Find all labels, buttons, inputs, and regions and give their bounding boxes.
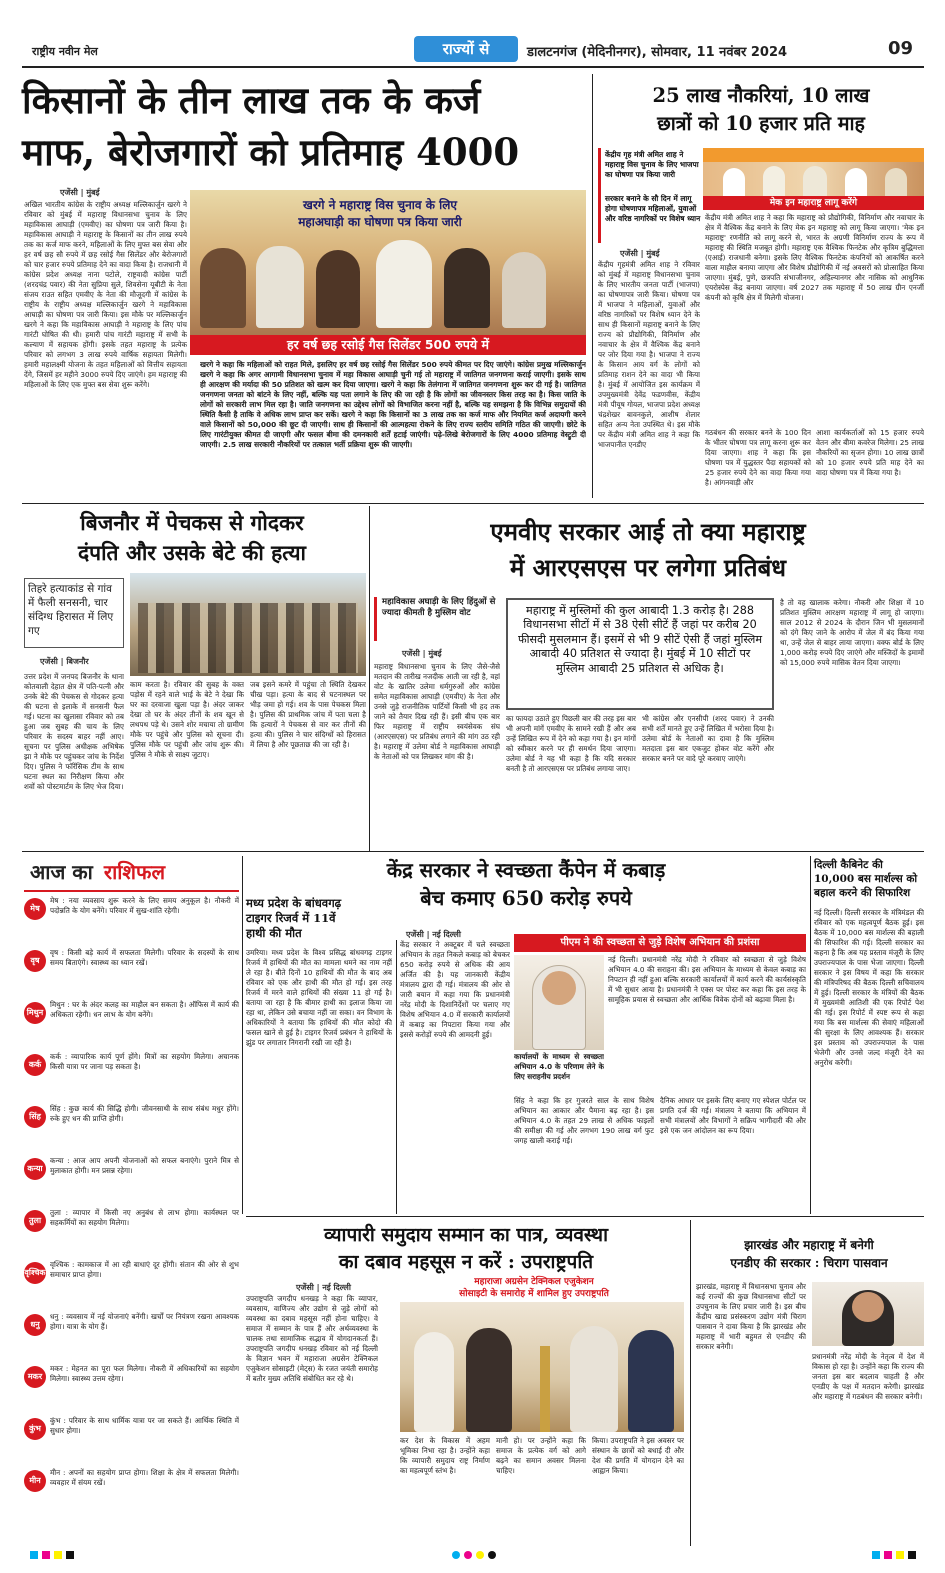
person-figure [502,252,546,328]
column-rule [242,856,243,1214]
zodiac-icon: मकर [24,1366,46,1388]
story6-headline-line2: बेच कमाए 650 करोड़ रुपये [420,886,632,910]
stage-backdrop [703,148,924,162]
masthead [22,36,924,66]
reg-black [908,1551,916,1559]
rashifal-list [24,896,239,1487]
story6-photo-caption: कार्यालयों के माध्यम से स्वच्छता अभियान 4.0 के परिणाम लेने के लिए सराहनीय प्रदर्शन [514,1052,604,1081]
rashifal-title-prefix: आज का [30,860,93,884]
rashifal-row [24,1156,239,1206]
zodiac-icon: कर्क [24,1054,46,1076]
reg-magenta [884,1551,892,1559]
footer-color-bar [22,1548,924,1562]
section-rule [22,503,924,504]
story4-headline-line1: एमवीए सरकार आई तो क्या महाराष्ट्र [490,517,806,546]
rashifal-text: मीन : अपनों का सहयोग प्राप्त होगा। शिक्षा के क्षेत्र में सफलता मिलेगी। व्यवहार में संयम रखें। [50,1468,239,1487]
rashifal-row [24,1260,239,1310]
story2-byline: एजेंसी | मुंबई [620,249,660,258]
story2-headline [598,82,924,138]
story2-highlight-2: सरकार बनाने के सौ दिन में लागू होगा घोषणापत्र महिलाओं, युवाओं और वरिष्ठ नागरिकों पर विशेष ध्यान [605,194,701,223]
story8-headline [246,1222,686,1276]
zodiac-icon: कन्या [24,1158,46,1180]
person-figure [376,240,432,328]
story6-photo [514,955,604,1050]
story3-body-1: उत्तर प्रदेश में जनपद बिजनौर के थाना कोतवाली देहात क्षेत्र में पति-पत्नी और उनके बेटे की पेचकस से गोदकर हत्या की घटना से इलाके में सनसनी फैल गई। घटना का खुलासा रविवार को तब हुआ जब सुबह की चाय के लिए परिवार के सदस्य बाहर नहीं आए। सूचना पर पुलिस अधीक्षक अभिषेक झा ने मौके पर पहुंचकर जांच के निर्देश दिए। पुलिस ने फॉरेंसिक टीम के साथ घटना स्थल का निरीक्षण किया और शवों को पोस्टमार्टम के लिए भेज दिया। [24,672,124,791]
story3-headline-line2: दंपति और उसके बेटे की हत्या [78,540,306,565]
column-rule [396,940,397,1214]
rashifal-row [24,1104,239,1154]
story5-body: उमरिया। मध्य प्रदेश के विश्व प्रसिद्ध बांधवगढ़ टाइगर रिजर्व में हाथियों की मौत का मामला थमने का नाम नहीं ले रहा है। बीते दिनों 10 हाथियों की मौत के बाद अब रविवार को एक और हाथी की मौत हो गई। इस तरह रिजर्व में मरने वाले हाथियों की संख्या 11 हो गई है। बताया जा रहा है कि बीमार हाथी का इलाज किया जा रहा था, लेकिन उसे बचाया नहीं जा सका। वन विभाग के अधिकारियों ने बताया कि हाथियों की मौत कोदो की फसल खाने से हुई है। टाइगर रिजर्व प्रबंधन ने हाथियों के झुंड पर लगातार निगरानी रखी जा रही है। [246,948,392,1047]
story6-body-5: दैनिक आधार पर इसके लिए बनाए गए स्पेशल पोर्टल पर प्रगति दर्ज की गई। मंत्रालय ने बताया कि अभियान में सभी मंत्रालयों और विभागों ने सक्रिय भागीदारी की और इसे एक जन आंदोलन का रूप दिया। [660,1096,806,1135]
story3-body-3: जब इसने कमरे में पहुंचा तो स्थिति देखकर चीख पड़ा। हत्या के बाद से घटनास्थल पर भीड़ जमा हो गई। शव के पास पेचकस मिला है। पुलिस की प्राथमिक जांच में पता चला है कि हत्यारों ने पेचकस से वार कर तीनों की हत्या की। पुलिस ने चार संदिग्धों को हिरासत में लिया है और पूछताछ की जा रही है। [250,680,366,749]
paper-name: राष्ट्रीय नवीन मेल [32,45,98,58]
story6-body-3: नई दिल्ली। प्रधानमंत्री नरेंद्र मोदी ने रविवार को स्वच्छता से जुड़े विशेष अभियान 4.0 की सराहना की। इस अभियान के माध्यम से केवल कबाड़ का निपटान ही नहीं हुआ बल्कि सरकारी कार्यालयों में कार्य करने की कार्यसंस्कृति में भी सुधार आया है। प्रधानमंत्री ने एक्स पर पोस्ट कर कहा कि इस तरह के सामूहिक प्रयास से स्वच्छता और आर्थिक विवेक दोनों को बढ़ावा मिला है। [608,955,806,1004]
story4-byline: एजेंसी | मुंबई [402,649,442,658]
story1-headline-line1: किसानों के तीन लाख तक के कर्ज [22,78,481,122]
story9-headline [694,1236,924,1272]
story6-body-1: केंद्र सरकार ने अक्टूबर में चले स्वच्छता अभियान के तहत निकले कबाड़ को बेचकर 650 करोड़ रुपये से अधिक की आय अर्जित की है। यह जानकारी केंद्रीय मंत्रालय द्वारा दी गई। मंत्रालय की ओर से जारी बयान में कहा गया कि प्रधानमंत्री नरेंद्र मोदी के दिशानिर्देशों पर चलाए गए विशेष अभियान 4.0 में सरकारी कार्यालयों में कबाड़ का निपटारा किया गया और इससे करोड़ों रुपये की आमदनी हुई। [400,940,510,1039]
story8-headline-line2: का दबाव महसूस न करें : उपराष्ट्रपति [338,1251,594,1273]
column-rule [592,74,593,498]
story1-body-bottom: खरगे ने कहा कि महिलाओं को राहत मिले, इसलिए हर वर्ष छह रसोई गैस सिलेंडर 500 रुपये कीमत पर दिए जाएंगे। कांग्रेस प्रमुख मल्लिकार्जुन खरगे ने कहा कि अगर आगामी विधानसभा चुनाव में महा विकास आघाड़ी चुनी गई तो महाराष्ट्र में जातिगत जनगणना कराई जाएगी। इसके साथ ही आरक्षण की मर्यादा की 50 प्रतिशत को खत्म कर दिया जाएगा। खरगे ने कहा कि तेलंगाना में जातिगत जनगणना शुरू कर दी गई है। जातिगत जनगणना जनता को बांटने के लिए नहीं, बल्कि यह पता लगाने के लिए की जा रही है कि लोगों का जीवनस्तर किस तरह का है। किस जाति के लोगों को सरकारी लाभ मिल रहा है। जाति जनगणना का उद्देश्य लोगों को विभाजित करना नहीं है, बल्कि यह समझना है कि विभिन्न समुदायों की स्थिति कैसी है ताकि वे अधिक लाभ प्राप्त कर सकें। खरगे ने कहा कि किसानों का 3 लाख तक का कर्ज माफ और नियमित कर्ज अदायगी करने वाले किसानों को 50,000 की छूट दी जाएगी। साथ ही किसानों की आत्महत्या रोकने के लिए राज्य स्तरीय समिति गठित की जाएगी। छोटे के लिए गारंटीयुक्त कीमत दी जाएगी और फसल बीमा की दमनकारी शर्तें हटाई जाएंगी। पढ़े-लिखे बेरोजगारों के लिए 4000 प्रतिमाह वेस्ट्रुटी दी जाएगी। 2.5 लाख सरकारी नौकरियों पर तत्काल भर्ती प्रक्रिया शुरू की जाएगी। [200,360,586,449]
reg-yellow [54,1551,62,1559]
story3-photo [130,573,366,676]
column-rule [369,506,370,851]
story4-body-2: का फायदा उठाते हुए पिछली बार की तरह इस बार भी अपनी मांगें एमवीए के सामने रखी हैं और अब उन्हें लिखित रूप में देने को कहा गया है। इन मांगों को स्वीकार करने पर ही समर्थन दिया जाएगा। उलेमा बोर्ड ने यह भी कहा है कि यदि सरकार बनती है तो आरएसएस पर प्रतिबंध लगाया जाए। [506,714,636,773]
story6-headline-line1: केंद्र सरकार ने स्वच्छता कैंपेन में कबाड़ [386,858,666,882]
story7-headline-line1: दिल्ली कैबिनेट की [814,859,883,871]
rashifal-text: वृश्चिक : कामकाज में आ रही बाधाएं दूर होंगी। संतान की ओर से शुभ समाचार प्राप्त होगा। [50,1260,239,1279]
zodiac-icon: तुला [24,1210,46,1232]
story4-pullquote: महाराष्ट्र में मुस्लिमों की कुल आबादी 1.3 करोड़ है। 288 विधानसभा सीटों में से 38 ऐसी सीटें हैं जहां पर करीब 20 फीसदी मुसलमान हैं। इसमें से भी 9 सीटें ऐसी हैं जहां मुस्लिम आबादी 40 प्रतिशत से ज्यादा है। मुंबई में 10 सीटों पर मुस्लिम आबादी 25 प्रतिशत से अधिक है। [506,598,774,710]
dateline: डालटनगंज (मेदिनीनगर), सोमवार, 11 नवंबर 2024 [527,45,788,60]
story9-headline-line1: झारखंड और महाराष्ट्र में बनेगी [744,1238,874,1252]
rashifal-row [24,1468,239,1518]
story8-body-3: मानी हो। पर उन्होंने कहा कि समाज के प्रत्येक वर्ग को आगे बढ़ने का समान अवसर मिलना चाहिए। [496,1436,586,1475]
rashifal-row [24,1364,239,1414]
rashifal-text: वृष : किसी बड़े कार्य में सफलता मिलेगी। परिवार के सदस्यों के साथ समय बिताएंगे। स्वास्थ्य का ध्यान रखें। [50,948,239,967]
story3-body-2: काम करता है। रविवार की सुबह के वक्त पड़ोस में रहने वाले भाई के बेटे ने देखा कि घर का दरवाजा खुला पड़ा है। अंदर जाकर देखा तो घर के अंदर तीनों के शव खून से लथपथ पड़े थे। उसने शोर मचाया तो ग्रामीण मौके पर पहुंचे और पुलिस को सूचना दी। पुलिस मौके पर पहुंची और जांच शुरू की। पुलिस ने मौके से साक्ष्य जुटाए। [130,680,244,759]
story8-photo-caption [384,1276,684,1300]
story1-headline-line2: माफ, बेरोजगारों को प्रतिमाह 4000 [22,130,520,174]
rashifal-row [24,896,239,946]
story9-photo [812,1282,924,1346]
rashifal-text: कुंभ : परिवार के साथ धार्मिक यात्रा पर जा सकते हैं। आर्थिक स्थिति में सुधार होगा। [50,1416,239,1435]
story1-photo-caption-1: खरगे ने महाराष्ट्र विस चुनाव के लिए [303,198,457,212]
story2-body-3: केंद्रीय मंत्री अमित शाह ने कहा कि महाराष्ट्र को प्रौद्योगिकी, विनिर्माण और नवाचार के क्षेत्र में वैश्विक केंद्र बनाने के लिए मेक इन महाराष्ट्र को लागू किया जाएगा। 'मेक इन महाराष्ट्र' रणनीति को लागू करने से, भारत के अग्रणी विनिर्माण राज्य के रूप में महाराष्ट्र की स्थिति मजबूत होगी। महाराष्ट्र एक वैश्विक फिनटेक और कृत्रिम बुद्धिमत्ता (एआई) राजधानी बनेगा। इसके लिए वैश्विक फिनटेक कंपनियों को आकर्षित करने वाला माहौल बनाया जाएगा और विशेष प्रौद्योगिकी में नई अवसरों को प्रोत्साहित किया जाएगा। मुंबई, पुणे, छत्रपति संभाजीनगर, अहिल्यानगर और नासिक को आधुनिक एयरोस्पेस केंद्र बनाया जाएगा। वर्ष 2027 तक महाराष्ट्र में 50 लाख ग्रीन एनर्जी कंपनी को कृषि क्षेत्र में मिलेगी योजना। [705,213,924,302]
rashifal-row [24,1000,239,1050]
story2-body-4: आशा कार्यकर्ताओं को 15 हजार रुपये वेतन और बीमा कवरेज मिलेगा। 25 लाख नौकरियों का सृजन होगा। 10 लाख छात्रों को 10 हजार रुपये प्रति माह देने का वादा घोषणा पत्र में किया गया है। [816,428,924,477]
reg-yellow [896,1551,904,1559]
story8-headline-line1: व्यापारी समुदाय सम्मान का पात्र, व्यवस्था [324,1224,608,1246]
story7-headline-line3: बहाल करने की सिफारिश [814,887,911,899]
story2-highlight-1: केंद्रीय गृह मंत्री अमित शाह ने महाराष्ट्र विस चुनाव के लिए भाजपा का घोषणा पत्र किया जारी [605,150,699,179]
person-figure [570,1326,618,1432]
story1-photo-caption-2: महाअघाड़ी का घोषणा पत्र किया जारी [298,215,462,229]
story3-sidebar: तिहरे हत्याकांड से गांव में फैली सनसनी, चार संदिग्ध हिरासत में लिए गए [24,578,124,648]
story6-headline [246,856,806,912]
zodiac-icon: वृष [24,950,46,972]
story9-body-2: प्रधानमंत्री नरेंद्र मोदी के नेतृत्व में देश में विकास हो रहा है। उन्होंने कहा कि राज्य की जनता इस बार बदलाव चाहती है और एनडीए के पक्ष में मतदान करेगी। झारखंड और महाराष्ट्र में गठबंधन की सरकार बनेगी। [812,1352,924,1401]
reg-magenta [42,1551,50,1559]
story1-body-left: अखिल भारतीय कांग्रेस के राष्ट्रीय अध्यक्ष मल्लिकार्जुन खरगे ने रविवार को मुंबई में महाराष्ट्र विधानसभा चुनाव के लिए महाविकास आघाड़ी (एमवीए) का घोषणा पत्र जारी किया है। महाविकास आघाड़ी ने महाराष्ट्र के किसानों का तीन लाख रुपये तक का कर्ज माफ करने, महिलाओं के लिए मुफ्त बस सेवा और हर वर्ष छह सौ रुपये में छह रसोई गैस सिलेंडर और बेरोजगारों को चार हजार रुपये प्रतिमाह देने का वादा किया है। राजधानी में कांग्रेस प्रदेश अध्यक्ष नाना पटोले, राष्ट्रवादी कांग्रेस पार्टी (शरदचंद्र पवार) की नेता सुप्रिया सुले, शिवसेना यूबीटी के नेता संजय राउत सहित एमवीए के नेता की मौजूदगी में कांग्रेस के राष्ट्रीय के राष्ट्रीय अध्यक्ष मल्लिकार्जुन खरगे ने महाविकास आघाड़ी का घोषणा पत्र जारी किया। इस मौके पर मल्लिकार्जुन खरगे ने कहा कि महाविकास आघाड़ी ने महाराष्ट्र के लिए पांच गारंटी घोषित की थी। हमारी पांच गारंटी महाराष्ट्र में सभी के कल्याण में सहायक होंगी। इसके तहत महाराष्ट्र के प्रत्येक परिवार को लगभग 3 लाख रुपये वार्षिक सहायता मिलेगी। हमारी महालक्ष्मी योजना के तहत महिलाओं को वित्तीय सहायता देंगे, जिसमें हर महीने 3000 रुपये दिए जाएंगे। हम महाराष्ट्र की महिलाओं के लिए एक मुफ्त बस सेवा शुरू करेंगे। [24,200,187,389]
story7-headline [814,858,924,900]
zodiac-icon: सिंह [24,1106,46,1128]
story4-highlight: महाविकास अघाड़ी के लिए हिंदुओं से ज्यादा कीमती है मुस्लिम वोट [374,597,496,641]
story4-headline [372,514,924,586]
person-face [852,1292,884,1322]
rashifal-text: कन्या : आज आप अपनी योजनाओं को सफल बनाएंगे। पुराने मित्र से मुलाकात होगी। मन प्रसन्न रहेगा। [50,1156,239,1175]
zodiac-icon: कुंभ [24,1418,46,1440]
story8-photo-caption-2: सोसाइटी के समारोह में शामिल हुए उपराष्ट्रपति [459,1289,609,1299]
story8-byline: एजेंसी | नई दिल्ली [296,1283,351,1292]
reg-black [66,1551,74,1559]
rashifal-text: सिंह : कुछ कार्य की सिद्धि होगी। जीवनसाथी के साथ संबंध मधुर होंगे। रुके हुए धन की प्राप्ति होगी। [50,1104,239,1123]
story5-headline-line2: टाइगर रिजर्व में 11वें [246,911,336,925]
story8-body-1: उपराष्ट्रपति जगदीप धनखड़ ने कहा कि व्यापार, व्यवसाय, वाणिज्य और उद्योग से जुड़े लोगों को व्यवस्था का दबाव महसूस नहीं होना चाहिए। वे समाज में सम्मान के पात्र हैं और अर्थव्यवस्था के चालक तथा सामाजिक सद्भाव में योगदानकर्ता हैं। उपराष्ट्रपति जगदीप धनखड़ रविवार को नई दिल्ली के विज्ञान भवन में महाराजा अग्रसेन टेक्निकल एजुकेशन सोसाइटी (मेट्स) के रजत जयंती समारोह में बतौर मुख्य अतिथि संबोधित कर रहे थे। [246,1294,378,1383]
zodiac-icon: मेष [24,898,46,920]
page-number: 09 [888,38,914,59]
story2-headline-line2: छात्रों को 10 हजार प्रति माह [657,112,865,135]
story2-body-2: गठबंधन की सरकार बनने के 100 दिन के भीतर घोषणा पत्र लागू करना शुरू कर दिया जाएगा। शाह ने कहा कि इस घोषणा पत्र में युद्धस्तर पैदा सहायकों को 25 हजार रुपये देने का वादा किया गया है। आंगनवाड़ी और [705,428,811,487]
section-rule [246,1216,924,1217]
rashifal-text: कर्क : व्यापारिक कार्य पूर्ण होंगे। मित्रों का सहयोग मिलेगा। अचानक किसी यात्रा पर जाना पड़ सकता है। [50,1052,239,1071]
rashifal-text: तुला : व्यापार में किसी नए अनुबंध से लाभ होगा। कार्यस्थल पर सहकर्मियों का सहयोग मिलेगा। [50,1208,239,1227]
story9-headline-line2: एनडीए की सरकार : चिराग पासवान [730,1256,888,1270]
rashifal-rule [24,890,239,892]
crowd [138,603,358,673]
lamp-stand [540,1346,550,1432]
story2-highlights [598,148,700,243]
reg-black [488,1551,496,1559]
story2-photo-label: मेक इन महाराष्ट्र लागू करेंगे [703,196,924,210]
story8-body-4: किया। उपराष्ट्रपति ने इस अवसर पर संस्थान के छात्रों को बधाई दी और देश की प्रगति में योगदान देने का आह्वान किया। [592,1436,684,1475]
person-figure [444,248,490,328]
story5-headline-line1: मध्य प्रदेश के बांधवगढ़ [246,896,342,910]
story4-body-4: है तो वह खालाक करेगा। नौकरी और शिक्षा में 10 प्रतिशत मुस्लिम आरक्षण महाराष्ट्र में लागू हो जाएगा। साल 2012 से 2024 के दौरान जिन भी मुसलमानों को दंगे किए जाने के आरोप में जेल में बंद किया गया था, उन्हें जेल से बाहर लाया जाएगा। वक्फ बोर्ड के लिए 1,000 करोड़ रुपये दिए जाएंगे और मस्जिदों के इमामों को 15,000 रुपये मासिक वेतन दिया जाएगा। [780,598,924,667]
masthead-rule [22,66,924,68]
story1-photo-caption-box [220,196,540,230]
story8-photo [400,1302,684,1432]
story8-photo-caption-1: महाराजा अग्रसेन टेक्निकल एजुकेशन [474,1277,594,1287]
zodiac-icon: धनु [24,1314,46,1336]
story2-body-1: केंद्रीय गृहमंत्री अमित शाह ने रविवार को मुंबई में महाराष्ट्र विधानसभा चुनाव के लिए भारतीय जनता पार्टी (भाजपा) का घोषणापत्र जारी किया। घोषणा पत्र में भाजपा ने महिलाओं, युवाओं और वरिष्ठ नागरिकों पर विशेष ध्यान देने के साथ ही किसानों महाराष्ट्र बनाने के लिए राज्य को प्रौद्योगिकी, विनिर्माण और नवाचार के क्षेत्र में वैश्विक केंद्र बनाने पर जोर दिया गया है। भाजपा ने राज्य के किसान आय वर्ग के लोगों को प्रतिमाह राशन देने का वादा भी किया है। मुंबई में आयोजित इस कार्यक्रम में उपमुख्यमंत्री देवेंद्र फडणवीस, केंद्रीय मंत्री पीयूष गोयल, भाजपा प्रदेश अध्यक्ष चंद्रशेखर बावनकुले, आशीष शेलार सहित अन्य नेता उपस्थित थे। इस मौके पर केंद्रीय मंत्री अमित शाह ने कहा कि भाजपानीत एनडीए [598,260,700,449]
pm-face [542,971,576,1005]
rashifal-row [24,1312,239,1362]
story1-headline [22,74,582,178]
zodiac-icon: वृश्चिक [24,1262,46,1284]
story2-headline-line1: 25 लाख नौकरियां, 10 लाख [652,84,870,107]
zodiac-icon: मीन [24,1470,46,1492]
column-rule [690,1220,691,1546]
person-figure [316,250,360,328]
story1-photo [190,190,586,335]
rashifal-text: मकर : मेहनत का पूरा फल मिलेगा। नौकरी में अधिकारियों का सहयोग मिलेगा। स्वास्थ्य उत्तम रहेगा। [50,1364,239,1383]
zodiac-icon: मिथुन [24,1002,46,1024]
reg-yellow [476,1551,484,1559]
reg-cyan [452,1551,460,1559]
story8-body-2: कर देश के विकास में अहम भूमिका निभा रहा है। उन्होंने कहा कि व्यापारी समुदाय राष्ट्र निर्माण का महत्वपूर्ण स्तंभ है। [400,1436,490,1475]
rashifal-text: मिथुन : घर के अंदर कलह का माहौल बन सकता है। ऑफिस में कार्य की अधिकता रहेगी। धन लाभ के योग बनेंगे। [50,1000,239,1019]
story4-body-3: भी कांग्रेस और एनसीपी (शरद पवार) ने उनकी सभी शर्तें मानते हुए उन्हें लिखित में भरोसा दिया है। उलेमा बोर्ड के नेताओं का दावा है कि मुस्लिम मतदाता इस बार एकजुट होकर वोट करेंगे और सरकार बनने पर वादे पूरे करवाए जाएंगे। [642,714,774,763]
story5-headline-line3: हाथी की मौत [246,926,302,940]
story6-body-4: सिंह ने कहा कि हर गुजरते साल के साथ विशेष अभियान का आकार और पैमाना बढ़ रहा है। इस अभियान 4.0 के तहत 29 लाख से अधिक फाइलों की समीक्षा की गई और लगभग 190 लाख वर्ग फुट जगह खाली कराई गई। [514,1096,654,1145]
rashifal-text: मेष : नया व्यवसाय शुरू करने के लिए समय अनुकूल है। नौकरी में पदोन्नति के योग बनेंगे। परिवार में सुख-शांति रहेगी। [50,896,239,915]
rashifal-row [24,948,239,998]
person-figure [256,246,304,328]
section-badge: राज्यों से [414,36,518,62]
rashifal-text: धनु : व्यवसाय में नई योजनाएं बनेंगी। खर्चों पर नियंत्रण रखना आवश्यक होगा। यात्रा के योग हैं। [50,1312,239,1331]
story6-banner: पीएम ने की स्वच्छता से जुड़े विशेष अभियान की प्रशंसा [514,934,806,952]
rashifal-title [30,858,230,886]
rashifal-row [24,1208,239,1258]
person-figure [466,1328,512,1432]
story3-headline-line1: बिजनौर में पेचकस से गोदकर [80,510,304,535]
column-rule [810,856,811,1214]
story3-headline [22,508,362,568]
rashifal-row [24,1052,239,1102]
person-figure [628,1330,674,1432]
story4-headline-line2: में आरएसएस पर लगेगा प्रतिबंध [509,553,787,582]
reg-cyan [872,1551,880,1559]
reg-cyan [30,1551,38,1559]
rashifal-row [24,1416,239,1466]
section-rule [22,851,924,852]
rashifal-title-main: राशिफल [103,860,166,884]
story4-body-1: महाराष्ट्र विधानसभा चुनाव के लिए जैसे-जैसे मतदान की तारीख नजदीक आती जा रही है, वहां वोट के खातिर उलेमा धर्मगुरुओं और कांग्रेस समेत महाविकास आघाड़ी (एमवीए) के नेता और उनसे जुड़े राजनीतिक पार्टियों किसी भी हद तक जाने को तैयार दिख रही हैं। इसी बीच एक बार फिर महाराष्ट्र में राष्ट्रीय स्वयंसेवक संघ (आरएसएस) पर प्रतिबंध लगाने की मांग उठ रही है। महाराष्ट्र में उलेमा बोर्ड ने महाविकास आघाड़ी के नेताओं को पत्र लिखकर मांग की है। [374,662,500,761]
person-figure [200,248,246,328]
story7-headline-line2: 10,000 बस मार्शल्स को [814,873,918,885]
story3-byline: एजेंसी | बिजनौर [40,657,89,666]
person-figure [414,1332,454,1432]
story1-banner: हर वर्ष छह रसोई गैस सिलेंडर 500 रुपये में [190,335,586,355]
story1-byline: एजेंसी | मुंबई [60,188,100,197]
story9-body-1: झारखंड, महाराष्ट्र में विधानसभा चुनाव और कई राज्यों की कुछ विधानसभा सीटों पर उपचुनाव के लिए प्रचार जारी है। इस बीच केंद्रीय खाद्य प्रसंस्करण उद्योग मंत्री चिराग पासवान ने दावा किया है कि झारखंड और महाराष्ट्र में भारी बहुमत से एनडीए की सरकार बनेगी। [696,1282,806,1351]
story6-byline: एजेंसी | नई दिल्ली [406,930,461,939]
reg-magenta [464,1551,472,1559]
story7-body: नई दिल्ली। दिल्ली सरकार के मंत्रिमंडल की रविवार को एक महत्वपूर्ण बैठक हुई। इस बैठक में 10,000 बस मार्शल्स की बहाली की सिफारिश की गई। दिल्ली सरकार का कहना है कि अब यह प्रस्ताव मंजूरी के लिए उपराज्यपाल के पास भेजा जाएगा। दिल्ली सरकार ने इस विषय में कहा कि सरकार की मंत्रिपरिषद की बैठक दिल्ली सचिवालय में हुई। दिल्ली सरकार के मंत्रियों की बैठक में मुख्यमंत्री आतिशी की एक रिपोर्ट पेश की गई। इस रिपोर्ट में स्पष्ट रूप से कहा गया कि बस मार्शल्स की सेवाएं महिलाओं की सुरक्षा के लिए आवश्यक हैं। सरकार इस प्रस्ताव को उपराज्यपाल के पास भेजेगी और उनसे जल्द मंजूरी देने का अनुरोध करेगी। [814,908,924,1067]
